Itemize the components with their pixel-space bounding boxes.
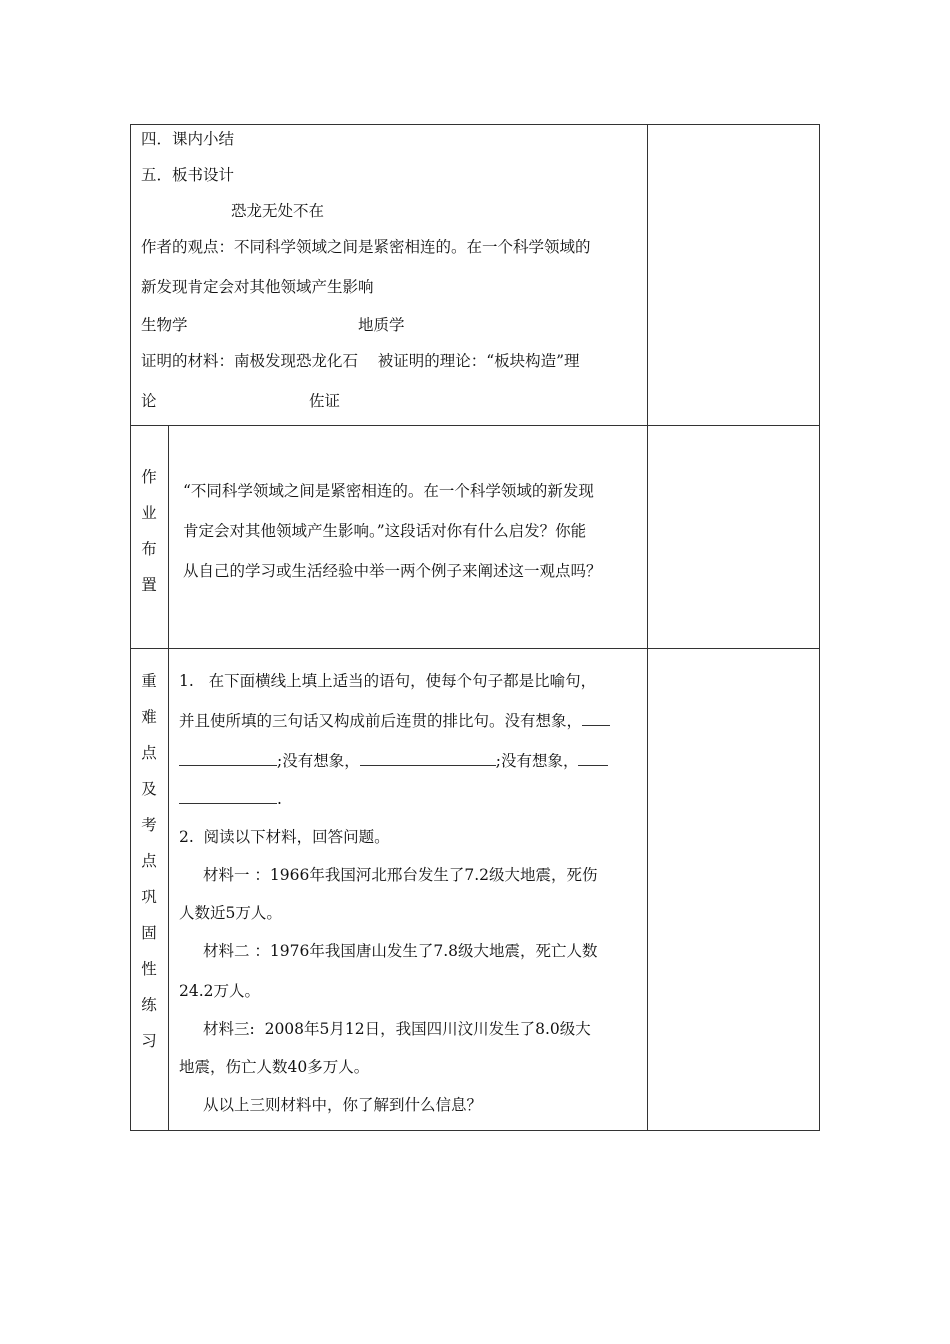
question-1-line-4 bbox=[179, 789, 282, 809]
homework-label-char: 置 bbox=[141, 576, 157, 594]
row-divider-1 bbox=[131, 425, 819, 426]
question-1-period: . bbox=[277, 790, 282, 808]
exercise-label-char: 固 bbox=[141, 924, 157, 942]
label-column-divider bbox=[168, 425, 169, 1130]
fill-blank-3b[interactable] bbox=[179, 789, 277, 804]
question-1-repeat-1: ;没有想象， bbox=[277, 752, 360, 770]
lesson-plan-table bbox=[130, 124, 820, 1131]
evidence-line-2b: 佐证 bbox=[309, 392, 341, 410]
question-1-line-2 bbox=[179, 711, 610, 731]
material-3-line-2: 地震，伤亡人数40多万人。 bbox=[179, 1058, 370, 1076]
author-view-line-1: 作者的观点：不同科学领域之间是紧密相连的。在一个科学领域的 bbox=[141, 238, 591, 256]
fill-blank-1b[interactable] bbox=[179, 751, 277, 766]
exercise-label-char: 点 bbox=[141, 744, 157, 762]
exercise-label-char: 重 bbox=[141, 672, 157, 690]
question-1-line-3 bbox=[179, 751, 608, 771]
exercise-label-char: 巩 bbox=[141, 888, 157, 906]
exercise-label-char: 性 bbox=[141, 960, 157, 978]
exercise-label-char: 考 bbox=[141, 816, 157, 834]
question-1-repeat-2: ;没有想象， bbox=[495, 752, 579, 770]
summary-heading: 四．课内小结 bbox=[141, 130, 235, 148]
exercise-label-char: 习 bbox=[141, 1032, 157, 1050]
evidence-line-2a: 论 bbox=[141, 392, 157, 410]
author-view-line-2: 新发现肯定会对其他领域产生影响 bbox=[141, 278, 374, 296]
question-2-heading: 2. 阅读以下材料，回答问题。 bbox=[179, 828, 390, 846]
homework-line-1: “不同科学领域之间是紧密相连的。在一个科学领域的新发现 bbox=[183, 482, 594, 500]
exercise-label-char: 练 bbox=[141, 996, 157, 1014]
field-biology: 生物学 bbox=[141, 316, 188, 334]
exercise-label-char: 及 bbox=[141, 780, 157, 798]
homework-label-char: 布 bbox=[141, 540, 157, 558]
material-3-line-1: 材料三: 2008年5月12日，我国四川汶川发生了8.0级大 bbox=[203, 1020, 591, 1038]
fill-blank-3a[interactable] bbox=[578, 751, 608, 766]
homework-line-3: 从自己的学习或生活经验中举一两个例子来阐述这一观点吗？ bbox=[183, 562, 602, 580]
right-column-divider bbox=[647, 125, 648, 1130]
evidence-line-1: 证明的材料：南极发现恐龙化石 被证明的理论：“板块构造”理 bbox=[141, 352, 580, 370]
homework-line-2: 肯定会对其他领域产生影响。”这段话对你有什么启发？你能 bbox=[183, 522, 587, 540]
exercise-label-char: 难 bbox=[141, 708, 157, 726]
question-1-line-1: 1. 在下面横线上填上适当的语句，使每个句子都是比喻句， bbox=[179, 672, 597, 690]
material-1-line-1: 材料一 ：1966年我国河北邢台发生了7.2级大地震，死伤 bbox=[203, 866, 598, 884]
material-2-line-2: 24.2万人。 bbox=[179, 982, 261, 1000]
question-1-line-2-text: 并且使所填的三句话又构成前后连贯的排比句。没有想象， bbox=[179, 712, 583, 730]
material-1-line-2: 人数近5万人。 bbox=[179, 904, 282, 922]
row-divider-2 bbox=[131, 648, 819, 649]
material-2-line-1: 材料二 ：1976年我国唐山发生了7.8级大地震，死亡人数 bbox=[203, 942, 598, 960]
field-geology: 地质学 bbox=[358, 316, 405, 334]
board-title: 恐龙无处不在 bbox=[231, 202, 325, 220]
fill-blank-2[interactable] bbox=[360, 751, 496, 766]
question-2-prompt: 从以上三则材料中，你了解到什么信息？ bbox=[203, 1096, 483, 1114]
homework-label-char: 作 bbox=[141, 468, 157, 486]
homework-label-char: 业 bbox=[141, 504, 157, 522]
exercise-label-char: 点 bbox=[141, 852, 157, 870]
fill-blank-1a[interactable] bbox=[582, 711, 610, 726]
board-design-heading: 五．板书设计 bbox=[141, 166, 235, 184]
